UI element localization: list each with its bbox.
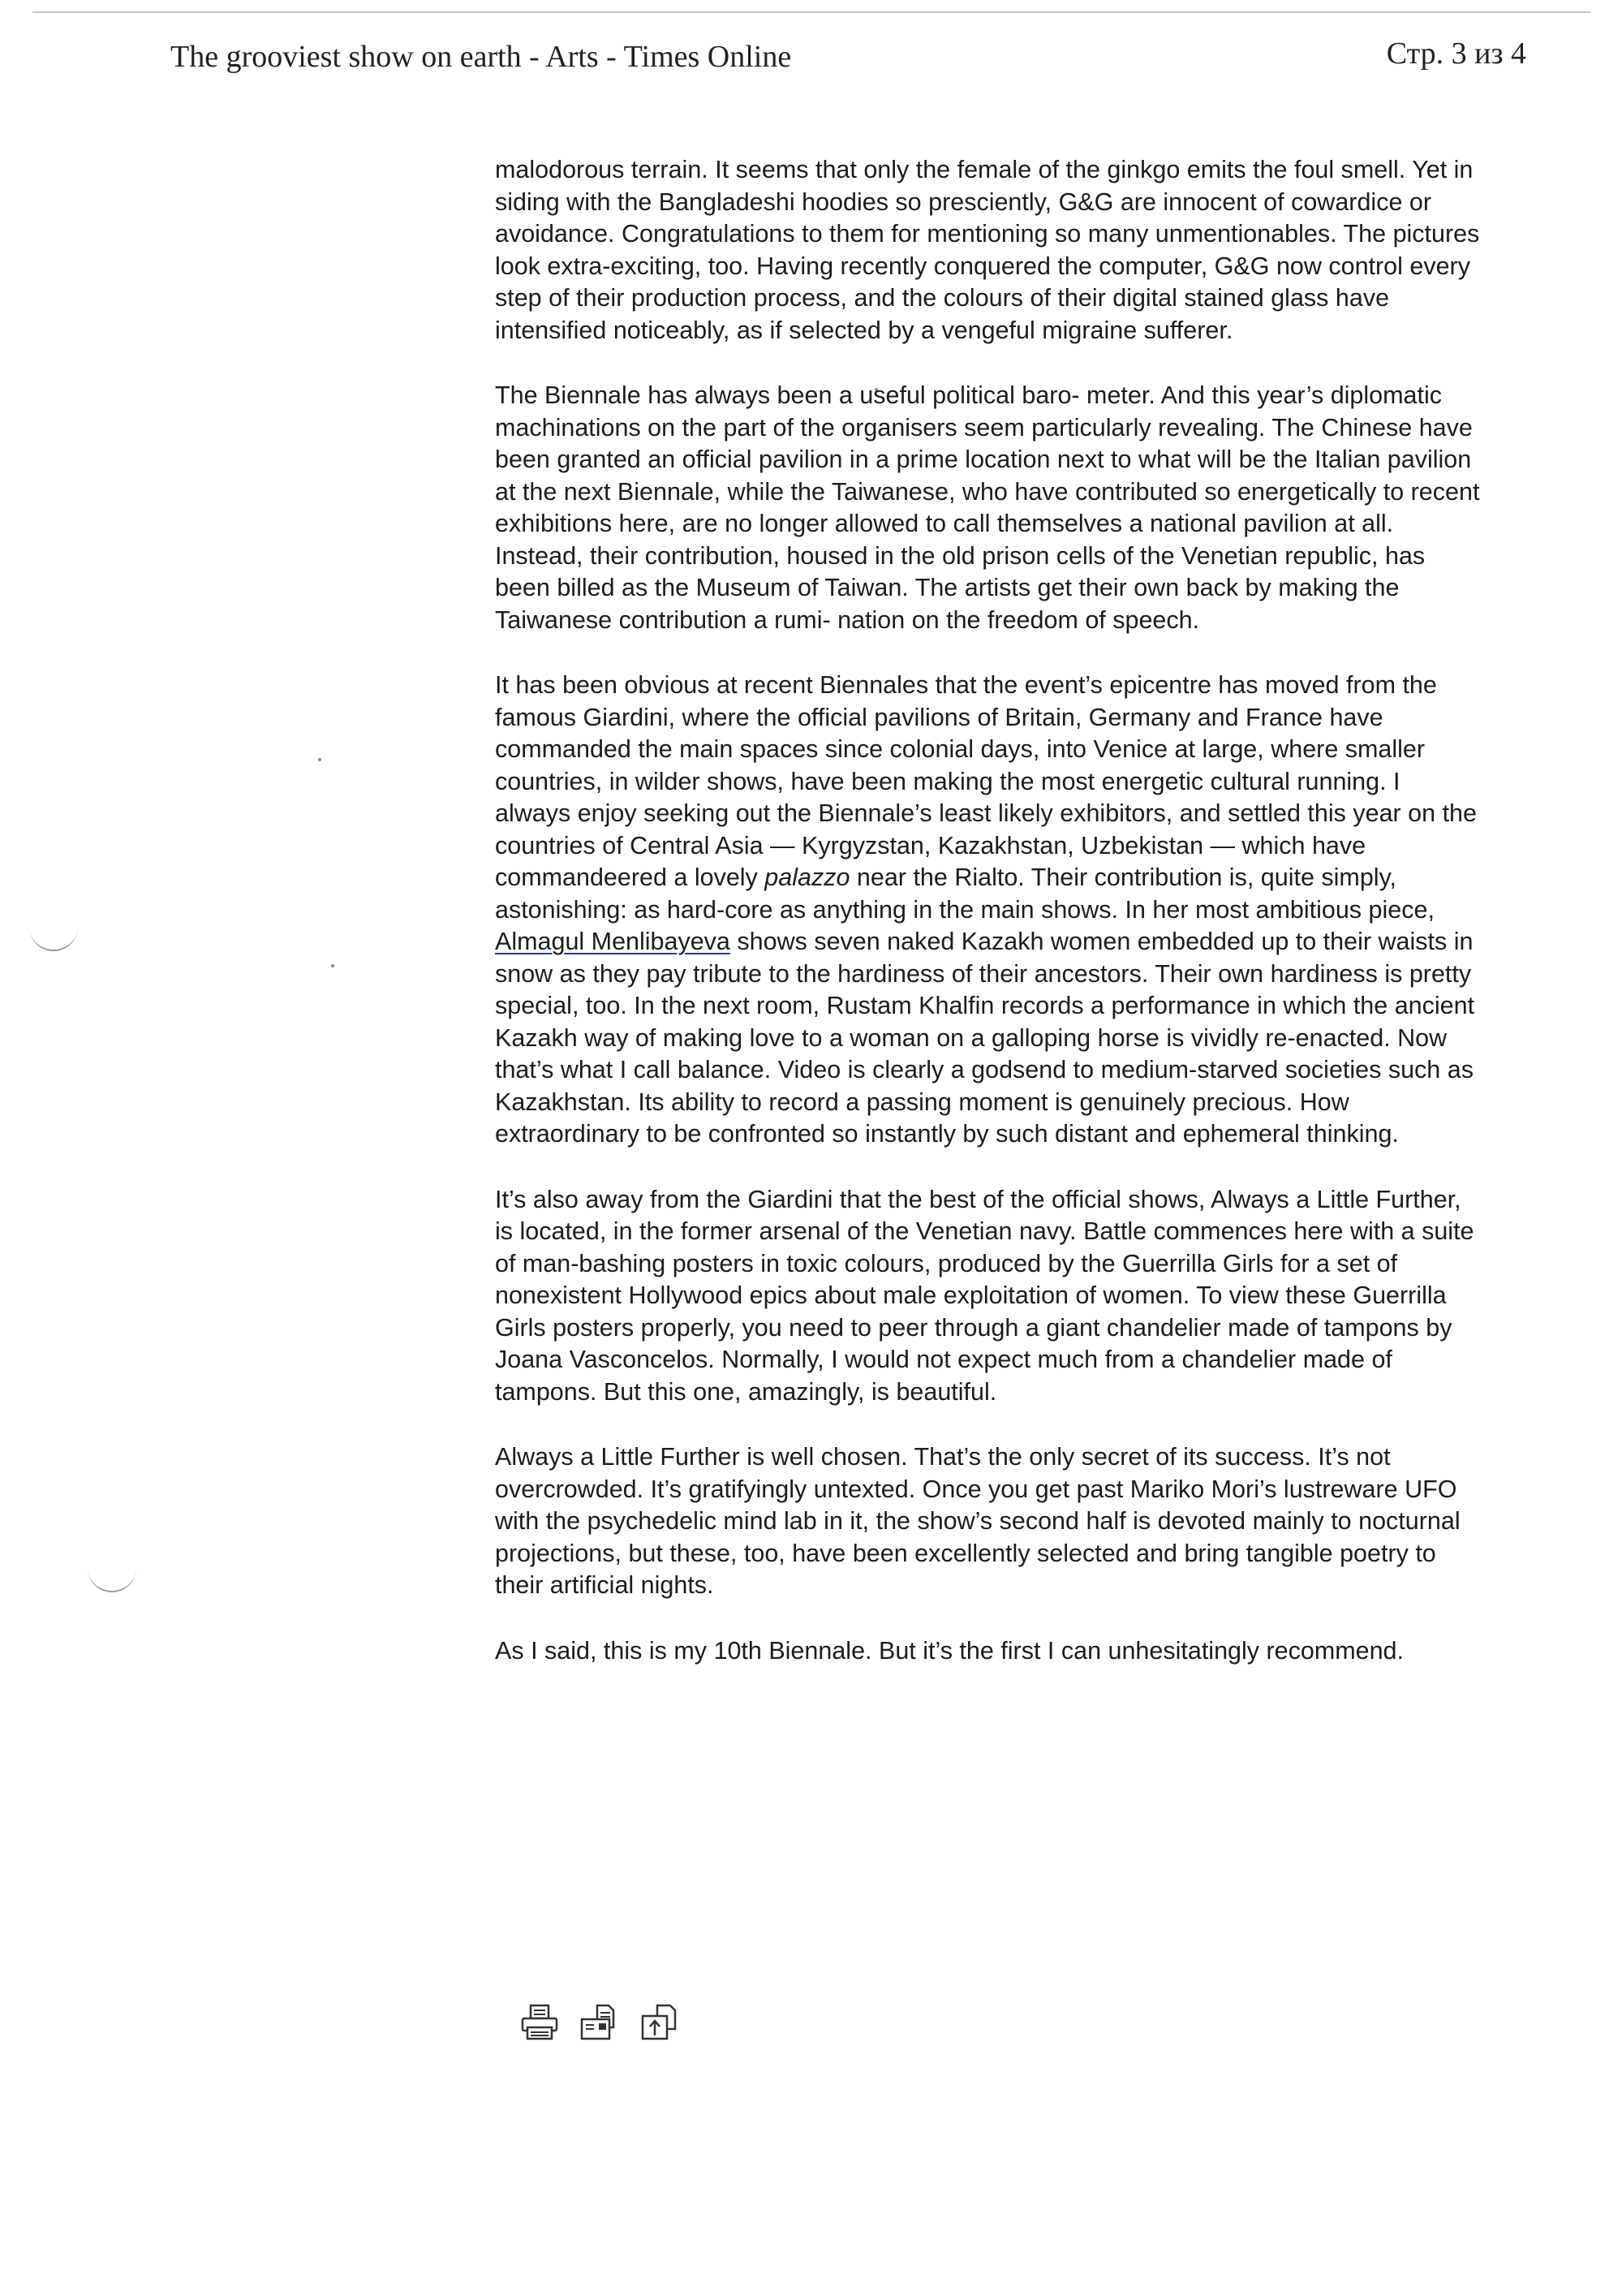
paragraph-text: near the Rialto. Their contribution is, quite simply, astonishing: as hard-core as anything in the main shows. In her most ambitious piece, — [495, 864, 1435, 924]
italic-word: palazzo — [764, 864, 850, 891]
scan-speck — [331, 964, 334, 967]
article-paragraph: The Biennale has always been a useful political baro- meter. And this year’s diplomatic machinations on the part of the organisers seem particularly revealing. The Chinese have been granted an official pavilion in a prime location next to what will be the Italian pavilion at the next Biennale, while the Taiwanese, who have contributed so energetically to recent exhibitions here, are no longer allowed to call themselves a national pavilion at all. Instead, their contribution, housed in the old prison cells of the Venetian republic, has been billed as the Museum of Taiwan. The artists get their own back by making the Taiwanese contribution a rumi- nation on the freedom of speech. — [495, 381, 1480, 634]
page-indicator: Стр. 3 из 4 — [1386, 37, 1526, 71]
article-tools — [519, 2003, 682, 2042]
article-paragraph: As I said, this is my 10th Biennale. But it’s the first I can unhesitatingly recommend. — [495, 1636, 1404, 1665]
article-paragraph: malodorous terrain. It seems that only the female of the ginkgo emits the foul smell. Yet in siding with the Bangladeshi hoodies so presciently, G&G are innocent of cowardice or avoidance. Congratulations to them for mentioning so many unmentionables. The pictures look extra-exciting, too. Having recently conquered the computer, G&G now control every step of their production process, and the colours of their digital stained glass have intensified noticeably, as if selected by a vengeful migraine sufferer. — [495, 156, 1480, 344]
print-header — [0, 0, 1622, 89]
underlined-artist-name: Almagul Menlibayeva — [495, 928, 730, 955]
punch-hole-mark — [29, 917, 78, 951]
paragraph-text: shows seven naked Kazakh women embedded up to their waists in snow as they pay tribute to the hardiness of their ancestors. Their own hardiness is pretty special, too. In the next room, Rustam Khalfin records a performance in which the ancient Kazakh way of making love to a woman on a galloping horse is vividly re-enacted. Now that’s what I call balance. Video is clearly a godsend to medium-starved societies such as Kazakhstan. Its ability to record a passing moment is genuinely precious. How extraordinary to be confronted so instantly by such distant and ephemeral thinking. — [495, 928, 1475, 1148]
punch-hole-mark — [88, 1558, 136, 1592]
print-icon[interactable] — [519, 2003, 561, 2042]
scan-speck — [318, 758, 321, 761]
paragraph-text: It has been obvious at recent Biennales that the event’s epicentre has moved from the famous Giardini, where the official pavilions of Britain, Germany and France have commanded the main spaces since colonial days, into Venice at large, where smaller countries, in wilder shows, have been making the most energetic cultural running. I always enjoy seeking out the Biennale’s least likely exhibitors, and settled this year on the countries of Central Asia — Kyrgyzstan, Kazakhstan, Uzbekistan — which have commandeered a lovely — [495, 671, 1477, 891]
article-paragraph: It’s also away from the Giardini that the best of the official shows, Always a Little Further, is located, in the former arsenal of the Venetian navy. Battle commences here with a suite of man-bashing posters in toxic colours, produced by the Guerrilla Girls for a set of nonexistent Hollywood epics about male exploitation of women. To view these Guerrilla Girls posters properly, you need to peer through a giant chandelier made of tampons by Joana Vasconcelos. Normally, I would not expect much from a chandelier made of tampons. But this one, amazingly, is beautiful. — [495, 1185, 1474, 1406]
page-title: The grooviest show on earth - Arts - Times Online — [170, 40, 792, 74]
article-paragraph — [495, 670, 1481, 1151]
email-icon[interactable] — [579, 2003, 622, 2042]
share-icon[interactable] — [639, 2003, 682, 2042]
article-body — [495, 154, 1481, 1700]
article-paragraph: Always a Little Further is well chosen. That’s the only secret of its success. It’s not overcrowded. It’s gratifyingly untexted. Once you get past Mariko Mori’s lustreware UFO with the psychedelic mind lab in it, the show’s second half is devoted mainly to nocturnal projections, but these, too, have been excellently selected and bring tangible poetry to their artificial nights. — [495, 1443, 1461, 1599]
